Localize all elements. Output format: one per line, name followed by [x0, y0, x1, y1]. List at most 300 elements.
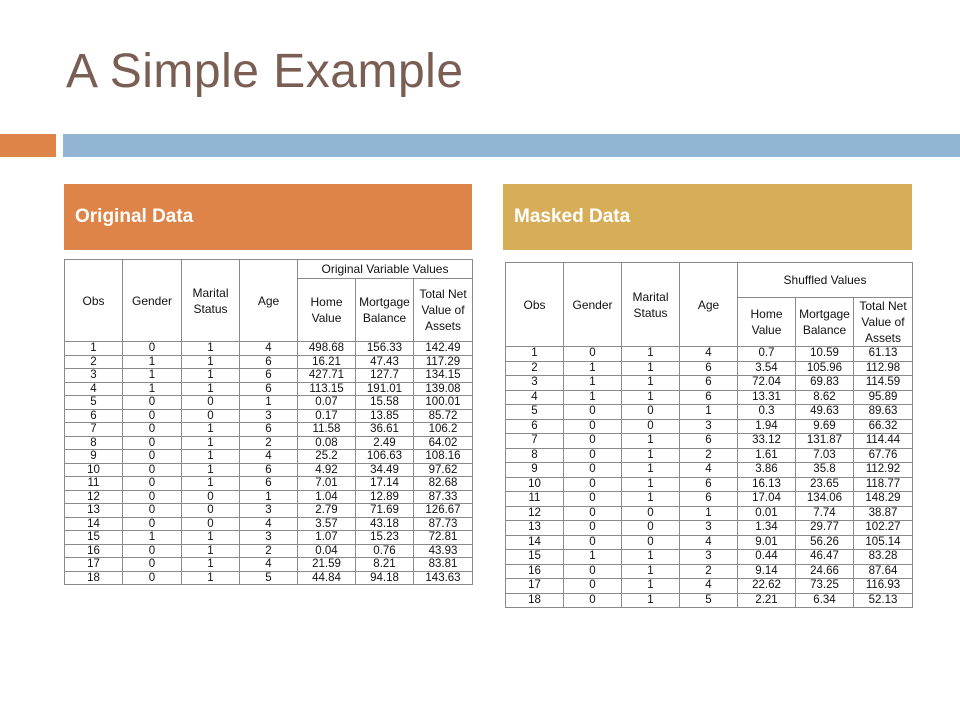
table-cell: 156.33	[356, 342, 414, 356]
table-cell: 7.03	[796, 448, 854, 463]
table-cell: 0	[564, 492, 622, 507]
table-cell: 13.31	[738, 390, 796, 405]
table-cell: 1	[182, 355, 240, 369]
table-cell: 67.76	[854, 448, 913, 463]
table-cell: 0	[564, 448, 622, 463]
table-cell: 0.04	[298, 544, 356, 558]
table-row	[65, 423, 473, 437]
table-cell: 17	[65, 558, 123, 572]
table-cell: 4	[65, 382, 123, 396]
table-cell: 16.13	[738, 477, 796, 492]
table-cell: 9	[65, 450, 123, 464]
table-cell: 1	[182, 436, 240, 450]
table-cell: 1	[182, 531, 240, 545]
table-cell: 0	[622, 521, 680, 536]
table-cell: 1	[564, 550, 622, 565]
table-row	[65, 450, 473, 464]
table-cell: 2	[506, 361, 564, 376]
table-cell: 0	[123, 409, 182, 423]
col-header-gender: Gender	[123, 260, 182, 342]
table-row	[65, 382, 473, 396]
table-cell: 1	[182, 423, 240, 437]
table-cell: 61.13	[854, 347, 913, 362]
group-header-shuffled-values: Shuffled Values	[738, 263, 913, 298]
table-cell: 1	[622, 463, 680, 478]
table-cell: 4	[680, 463, 738, 478]
table-cell: 0.7	[738, 347, 796, 362]
table-row	[506, 405, 913, 420]
table-cell: 94.18	[356, 571, 414, 585]
table-cell: 9.69	[796, 419, 854, 434]
table-row	[506, 564, 913, 579]
table-cell: 1.61	[738, 448, 796, 463]
col-header-marital-status: Marital Status	[622, 263, 680, 347]
table-cell: 11.58	[298, 423, 356, 437]
original-data-table	[64, 259, 473, 585]
table-cell: 66.32	[854, 419, 913, 434]
table-cell: 106.2	[414, 423, 473, 437]
table-cell: 0	[123, 450, 182, 464]
table-cell: 8.21	[356, 558, 414, 572]
table-cell: 1	[622, 448, 680, 463]
table-cell: 1.94	[738, 419, 796, 434]
table-cell: 9.01	[738, 535, 796, 550]
table-cell: 10.59	[796, 347, 854, 362]
table-cell: 7.74	[796, 506, 854, 521]
table-cell: 18	[65, 571, 123, 585]
table-cell: 6	[240, 382, 298, 396]
table-cell: 0	[123, 490, 182, 504]
table-cell: 8.62	[796, 390, 854, 405]
table-cell: 16	[65, 544, 123, 558]
table-cell: 105.14	[854, 535, 913, 550]
table-cell: 6	[240, 423, 298, 437]
table-cell: 114.44	[854, 434, 913, 449]
table-cell: 97.62	[414, 463, 473, 477]
table-cell: 69.83	[796, 376, 854, 391]
table-cell: 0	[564, 564, 622, 579]
table-cell: 1	[622, 477, 680, 492]
table-row	[65, 531, 473, 545]
table-cell: 4	[680, 535, 738, 550]
table-cell: 6.34	[796, 593, 854, 608]
table-cell: 2.21	[738, 593, 796, 608]
table-cell: 0	[182, 396, 240, 410]
table-cell: 21.59	[298, 558, 356, 572]
table-row	[506, 521, 913, 536]
table-cell: 0	[123, 544, 182, 558]
table-cell: 6	[680, 434, 738, 449]
table-cell: 3.57	[298, 517, 356, 531]
table-cell: 2	[240, 436, 298, 450]
table-cell: 142.49	[414, 342, 473, 356]
table-cell: 4.92	[298, 463, 356, 477]
table-cell: 427.71	[298, 369, 356, 383]
table-cell: 114.59	[854, 376, 913, 391]
table-cell: 1.04	[298, 490, 356, 504]
table-row	[65, 342, 473, 356]
table-cell: 0.01	[738, 506, 796, 521]
table-cell: 1	[182, 450, 240, 464]
table-cell: 1	[123, 531, 182, 545]
accent-bar-orange	[0, 134, 56, 157]
table-cell: 4	[680, 579, 738, 594]
table-cell: 0	[564, 535, 622, 550]
table-cell: 6	[240, 355, 298, 369]
table-cell: 6	[680, 376, 738, 391]
slide-title: A Simple Example	[66, 45, 464, 98]
table-row	[65, 355, 473, 369]
table-cell: 3	[240, 504, 298, 518]
table-cell: 29.77	[796, 521, 854, 536]
table-cell: 7	[506, 434, 564, 449]
table-cell: 100.01	[414, 396, 473, 410]
table-cell: 82.68	[414, 477, 473, 491]
table-cell: 43.93	[414, 544, 473, 558]
table-cell: 0	[182, 517, 240, 531]
table-row	[506, 419, 913, 434]
accent-bar-blue	[63, 134, 960, 157]
table-cell: 0	[622, 506, 680, 521]
table-cell: 12	[65, 490, 123, 504]
table-row	[65, 369, 473, 383]
table-cell: 1	[622, 550, 680, 565]
table-cell: 10	[506, 477, 564, 492]
table-cell: 85.72	[414, 409, 473, 423]
table-row	[506, 376, 913, 391]
table-cell: 13	[506, 521, 564, 536]
table-cell: 106.63	[356, 450, 414, 464]
table-cell: 56.26	[796, 535, 854, 550]
table-row	[65, 409, 473, 423]
table-cell: 0	[564, 347, 622, 362]
table-cell: 108.16	[414, 450, 473, 464]
table-cell: 0	[123, 342, 182, 356]
masked-data-table	[505, 262, 913, 608]
table-cell: 2	[680, 448, 738, 463]
table-cell: 0	[182, 490, 240, 504]
table-cell: 0	[564, 477, 622, 492]
table-cell: 2	[65, 355, 123, 369]
table-cell: 105.96	[796, 361, 854, 376]
table-cell: 5	[65, 396, 123, 410]
table-cell: 0.17	[298, 409, 356, 423]
table-cell: 22.62	[738, 579, 796, 594]
table-cell: 15	[506, 550, 564, 565]
table-row	[65, 463, 473, 477]
table-cell: 1	[564, 390, 622, 405]
table-row	[506, 492, 913, 507]
table-cell: 34.49	[356, 463, 414, 477]
original-data-header: Original Data	[64, 184, 472, 250]
table-cell: 17	[506, 579, 564, 594]
table-cell: 3	[680, 521, 738, 536]
group-header-original-values: Original Variable Values	[298, 260, 473, 279]
table-cell: 1	[240, 490, 298, 504]
table-cell: 6	[240, 369, 298, 383]
table-cell: 25.2	[298, 450, 356, 464]
table-cell: 0	[182, 504, 240, 518]
original-table-body	[65, 342, 473, 585]
table-row	[506, 477, 913, 492]
table-cell: 139.08	[414, 382, 473, 396]
table-row	[506, 593, 913, 608]
table-cell: 134.06	[796, 492, 854, 507]
table-cell: 6	[240, 477, 298, 491]
table-cell: 1	[182, 558, 240, 572]
table-cell: 1	[123, 382, 182, 396]
table-cell: 72.81	[414, 531, 473, 545]
table-cell: 11	[65, 477, 123, 491]
table-cell: 0	[182, 409, 240, 423]
table-cell: 126.67	[414, 504, 473, 518]
table-cell: 1	[622, 492, 680, 507]
table-cell: 1	[622, 579, 680, 594]
table-cell: 2	[680, 564, 738, 579]
table-cell: 6	[240, 463, 298, 477]
table-cell: 4	[240, 558, 298, 572]
table-cell: 148.29	[854, 492, 913, 507]
table-row	[506, 535, 913, 550]
table-cell: 87.33	[414, 490, 473, 504]
table-cell: 13	[65, 504, 123, 518]
table-cell: 0	[123, 504, 182, 518]
table-cell: 4	[680, 347, 738, 362]
table-cell: 10	[65, 463, 123, 477]
table-cell: 6	[65, 409, 123, 423]
table-cell: 0.08	[298, 436, 356, 450]
table-cell: 0.44	[738, 550, 796, 565]
table-cell: 6	[680, 477, 738, 492]
table-cell: 0	[123, 477, 182, 491]
table-row	[65, 436, 473, 450]
table-cell: 1	[622, 564, 680, 579]
table-cell: 15.58	[356, 396, 414, 410]
col-header-home-value: Home Value	[298, 279, 356, 342]
table-cell: 13.85	[356, 409, 414, 423]
table-cell: 36.61	[356, 423, 414, 437]
table-cell: 23.65	[796, 477, 854, 492]
table-cell: 0	[564, 579, 622, 594]
table-cell: 12.89	[356, 490, 414, 504]
col-header-obs: Obs	[65, 260, 123, 342]
table-cell: 1	[182, 342, 240, 356]
table-cell: 1	[622, 434, 680, 449]
table-row	[506, 361, 913, 376]
table-cell: 0	[564, 593, 622, 608]
table-cell: 15	[65, 531, 123, 545]
table-cell: 1	[65, 342, 123, 356]
table-cell: 3.86	[738, 463, 796, 478]
table-cell: 1.34	[738, 521, 796, 536]
table-cell: 0	[564, 463, 622, 478]
table-cell: 5	[240, 571, 298, 585]
table-row	[65, 517, 473, 531]
table-cell: 52.13	[854, 593, 913, 608]
table-cell: 18	[506, 593, 564, 608]
table-cell: 0	[123, 517, 182, 531]
table-cell: 16.21	[298, 355, 356, 369]
table-cell: 1	[622, 347, 680, 362]
table-cell: 0	[564, 405, 622, 420]
table-row	[65, 544, 473, 558]
table-cell: 6	[680, 390, 738, 405]
table-cell: 0	[123, 436, 182, 450]
table-cell: 0	[564, 419, 622, 434]
table-cell: 102.27	[854, 521, 913, 536]
table-cell: 112.98	[854, 361, 913, 376]
table-cell: 6	[680, 361, 738, 376]
table-cell: 71.69	[356, 504, 414, 518]
table-cell: 1	[123, 355, 182, 369]
table-row	[506, 506, 913, 521]
table-cell: 7.01	[298, 477, 356, 491]
table-cell: 0	[564, 506, 622, 521]
col-header-age: Age	[680, 263, 738, 347]
table-cell: 0	[123, 396, 182, 410]
table-cell: 8	[506, 448, 564, 463]
table-cell: 1	[182, 369, 240, 383]
table-cell: 6	[680, 492, 738, 507]
table-cell: 1	[182, 477, 240, 491]
table-cell: 44.84	[298, 571, 356, 585]
table-row	[65, 396, 473, 410]
table-row	[506, 390, 913, 405]
table-cell: 87.73	[414, 517, 473, 531]
table-cell: 6	[506, 419, 564, 434]
table-cell: 17.04	[738, 492, 796, 507]
table-cell: 16	[506, 564, 564, 579]
table-cell: 24.66	[796, 564, 854, 579]
table-cell: 14	[506, 535, 564, 550]
table-cell: 127.7	[356, 369, 414, 383]
table-cell: 5	[680, 593, 738, 608]
table-cell: 1	[622, 376, 680, 391]
table-cell: 1	[182, 382, 240, 396]
table-cell: 0	[564, 434, 622, 449]
table-cell: 0.07	[298, 396, 356, 410]
table-cell: 1	[564, 376, 622, 391]
col-header-mortgage-balance: Mortgage Balance	[796, 298, 854, 347]
col-header-home-value: Home Value	[738, 298, 796, 347]
table-cell: 12	[506, 506, 564, 521]
table-cell: 83.28	[854, 550, 913, 565]
table-cell: 1	[182, 571, 240, 585]
table-cell: 1	[182, 463, 240, 477]
table-cell: 2	[240, 544, 298, 558]
col-header-mortgage-balance: Mortgage Balance	[356, 279, 414, 342]
table-cell: 1	[680, 506, 738, 521]
col-header-marital-status: Marital Status	[182, 260, 240, 342]
table-cell: 131.87	[796, 434, 854, 449]
table-cell: 0	[123, 571, 182, 585]
table-cell: 1	[240, 396, 298, 410]
table-cell: 83.81	[414, 558, 473, 572]
table-cell: 134.15	[414, 369, 473, 383]
table-cell: 87.64	[854, 564, 913, 579]
table-cell: 72.04	[738, 376, 796, 391]
table-cell: 89.63	[854, 405, 913, 420]
table-cell: 33.12	[738, 434, 796, 449]
table-cell: 9.14	[738, 564, 796, 579]
col-header-gender: Gender	[564, 263, 622, 347]
table-row	[65, 571, 473, 585]
table-cell: 4	[506, 390, 564, 405]
table-cell: 1	[622, 593, 680, 608]
table-cell: 46.47	[796, 550, 854, 565]
table-row	[65, 490, 473, 504]
table-row	[506, 579, 913, 594]
table-row	[65, 477, 473, 491]
table-row	[506, 434, 913, 449]
table-cell: 3	[680, 550, 738, 565]
table-cell: 38.87	[854, 506, 913, 521]
table-cell: 191.01	[356, 382, 414, 396]
table-cell: 498.68	[298, 342, 356, 356]
table-cell: 95.89	[854, 390, 913, 405]
table-cell: 1	[123, 369, 182, 383]
col-header-age: Age	[240, 260, 298, 342]
table-cell: 1.07	[298, 531, 356, 545]
table-cell: 0	[123, 423, 182, 437]
table-cell: 3	[240, 531, 298, 545]
table-cell: 5	[506, 405, 564, 420]
table-cell: 73.25	[796, 579, 854, 594]
table-cell: 0.3	[738, 405, 796, 420]
table-cell: 1	[182, 544, 240, 558]
table-cell: 116.93	[854, 579, 913, 594]
masked-table-body	[506, 347, 913, 608]
table-cell: 113.15	[298, 382, 356, 396]
table-cell: 118.77	[854, 477, 913, 492]
table-cell: 14	[65, 517, 123, 531]
table-row	[65, 558, 473, 572]
table-row	[506, 463, 913, 478]
table-cell: 49.63	[796, 405, 854, 420]
col-header-total-net-value: Total Net Value of Assets	[854, 298, 913, 347]
table-cell: 1	[680, 405, 738, 420]
table-cell: 17.14	[356, 477, 414, 491]
table-cell: 0.76	[356, 544, 414, 558]
table-cell: 43.18	[356, 517, 414, 531]
table-cell: 3	[680, 419, 738, 434]
table-cell: 15.23	[356, 531, 414, 545]
table-cell: 0	[123, 463, 182, 477]
table-cell: 0	[622, 405, 680, 420]
table-cell: 8	[65, 436, 123, 450]
table-cell: 0	[622, 419, 680, 434]
table-cell: 7	[65, 423, 123, 437]
table-cell: 112.92	[854, 463, 913, 478]
table-cell: 9	[506, 463, 564, 478]
table-cell: 47.43	[356, 355, 414, 369]
col-header-total-net-value: Total Net Value of Assets	[414, 279, 473, 342]
table-cell: 117.29	[414, 355, 473, 369]
table-cell: 64.02	[414, 436, 473, 450]
table-cell: 143.63	[414, 571, 473, 585]
table-row	[506, 448, 913, 463]
table-cell: 11	[506, 492, 564, 507]
table-cell: 4	[240, 450, 298, 464]
table-cell: 0	[564, 521, 622, 536]
table-row	[506, 347, 913, 362]
masked-data-header: Masked Data	[503, 184, 912, 250]
table-row	[506, 550, 913, 565]
table-cell: 2.49	[356, 436, 414, 450]
table-cell: 1	[506, 347, 564, 362]
table-cell: 2.79	[298, 504, 356, 518]
table-cell: 1	[564, 361, 622, 376]
